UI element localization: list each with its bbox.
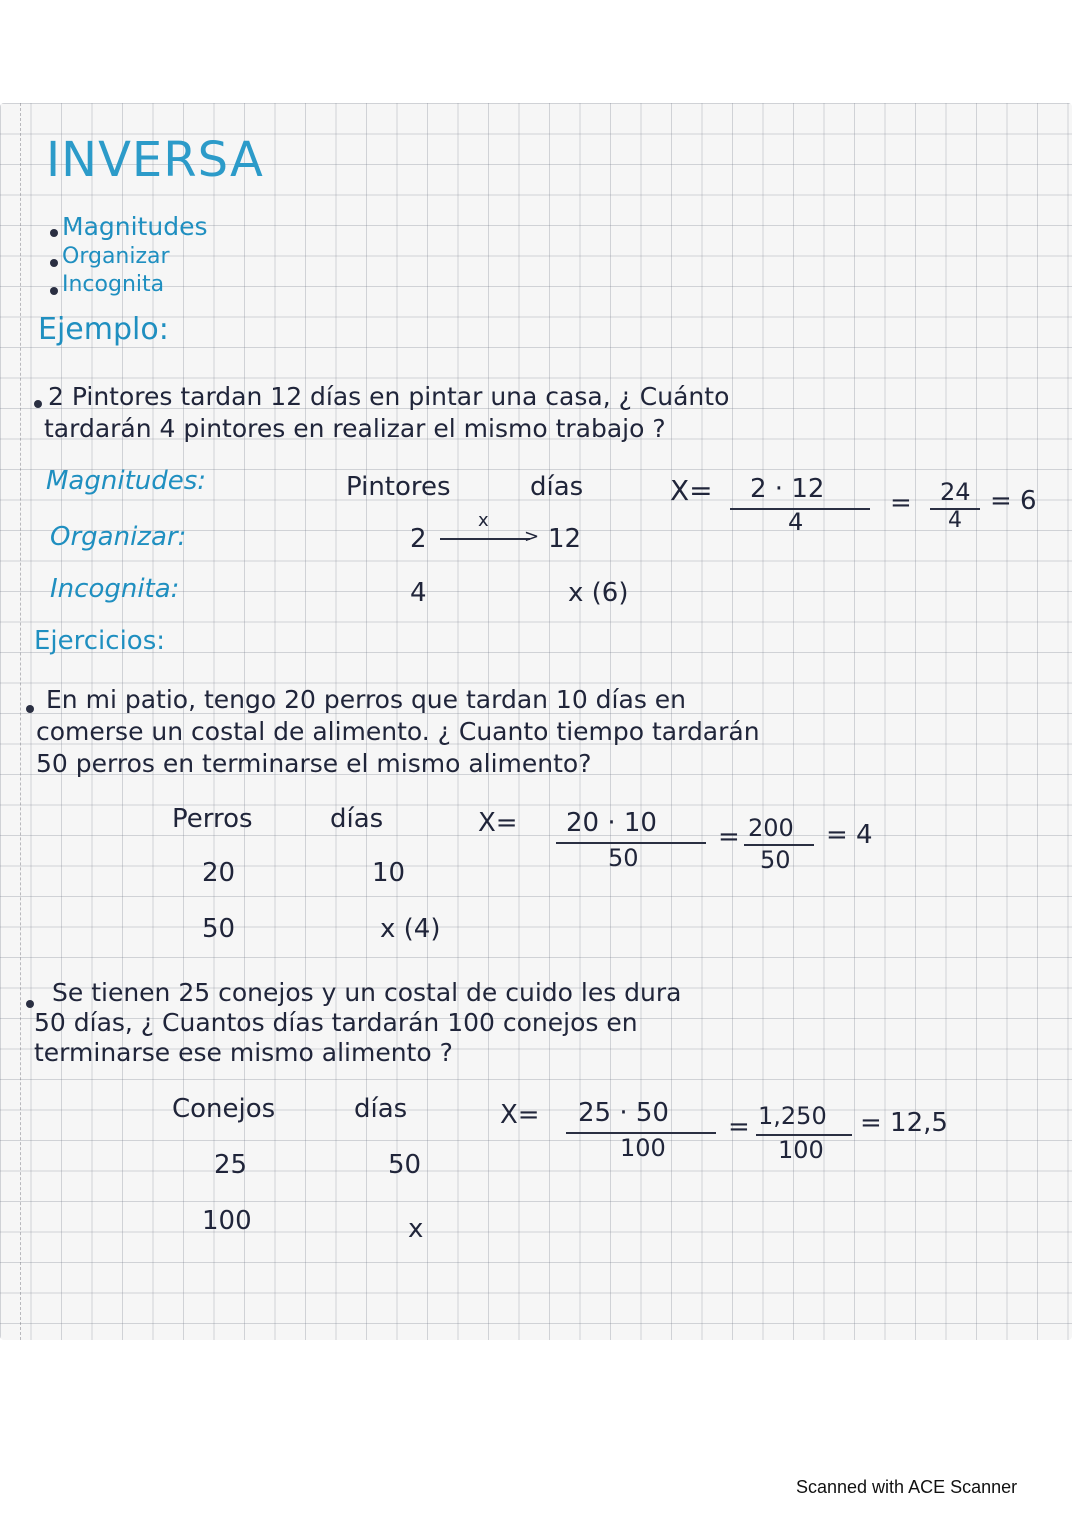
- col-header-perros: Perros: [172, 804, 253, 834]
- bullet-icon: [26, 705, 34, 713]
- arrow-mark: x: [478, 510, 489, 531]
- label-magnitudes: Magnitudes:: [46, 466, 207, 496]
- bullet-icon: [50, 259, 58, 267]
- col-header-dias: días: [330, 804, 384, 834]
- cell-pintores-2: 4: [410, 578, 427, 608]
- col-header-pintores: Pintores: [346, 472, 451, 502]
- result-value: = 4: [826, 820, 873, 850]
- formula-denominator: 50: [608, 844, 639, 872]
- step-incognita: Incognita: [62, 272, 165, 297]
- result-value: = 12,5: [860, 1108, 948, 1138]
- cell-dias-1: 12: [548, 524, 582, 554]
- eq-numerator: 200: [748, 814, 794, 842]
- col-header-dias: días: [530, 472, 584, 502]
- bullet-icon: [50, 229, 58, 237]
- step-magnitudes: Magnitudes: [62, 212, 208, 241]
- col-header-dias: días: [354, 1094, 408, 1124]
- ex2-line3: terminarse ese mismo alimento ?: [34, 1038, 453, 1067]
- ex2-line2: 50 días, ¿ Cuantos días tardarán 100 conejos en: [34, 1008, 638, 1037]
- label-organizar: Organizar:: [50, 522, 187, 552]
- cell-conejos-2: 100: [202, 1206, 252, 1236]
- arrow-head-icon: >: [524, 526, 540, 547]
- step-organizar: Organizar: [62, 244, 170, 269]
- formula-numerator: 20 · 10: [566, 808, 657, 838]
- bullet-icon: [50, 287, 58, 295]
- formula-lhs: X=: [500, 1100, 540, 1130]
- bullet-icon: [26, 1000, 34, 1008]
- label-incognita: Incognita:: [50, 574, 180, 604]
- formula-denominator: 100: [620, 1134, 666, 1162]
- example-problem-line2: tardarán 4 pintores en realizar el mismo trabajo ?: [44, 414, 666, 443]
- result-numerator: 24: [940, 478, 971, 506]
- exercises-heading: Ejercicios:: [34, 626, 166, 656]
- equals-sign: =: [890, 488, 912, 518]
- ex1-line2: comerse un costal de alimento. ¿ Cuanto tiempo tardarán: [36, 717, 760, 746]
- cell-dias-1: 10: [372, 858, 406, 888]
- scanner-credit: Scanned with ACE Scanner: [796, 1477, 1018, 1497]
- ex1-line3: 50 perros en terminarse el mismo alimento?: [36, 749, 592, 778]
- formula-lhs: X=: [478, 808, 518, 838]
- formula-denominator: 4: [788, 508, 804, 536]
- result-denominator: 4: [948, 508, 962, 533]
- formula-lhs: X=: [670, 474, 713, 507]
- cell-perros-2: 50: [202, 914, 236, 944]
- cell-conejos-1: 25: [214, 1150, 248, 1180]
- margin-line: [20, 103, 21, 1340]
- eq-denominator: 100: [778, 1136, 824, 1164]
- arrow-line: [440, 538, 530, 540]
- result-value: = 6: [990, 486, 1037, 516]
- ex2-line1: Se tienen 25 conejos y un costal de cuido les dura: [52, 978, 682, 1007]
- equals-sign: =: [728, 1112, 750, 1142]
- equals-sign: =: [718, 822, 740, 852]
- page-title: INVERSA: [46, 132, 264, 188]
- cell-dias-2: x (4): [380, 914, 441, 944]
- formula-numerator: 25 · 50: [578, 1098, 669, 1128]
- cell-dias-1: 50: [388, 1150, 422, 1180]
- cell-dias-2: x (6): [568, 578, 629, 608]
- cell-perros-1: 20: [202, 858, 236, 888]
- example-heading: Ejemplo:: [38, 312, 169, 347]
- col-header-conejos: Conejos: [172, 1094, 276, 1124]
- example-problem-line1: 2 Pintores tardan 12 días en pintar una casa, ¿ Cuánto: [48, 382, 730, 411]
- cell-pintores-1: 2: [410, 524, 427, 554]
- eq-numerator: 1,250: [758, 1102, 827, 1130]
- cell-dias-2: x: [408, 1214, 424, 1244]
- ex1-line1: En mi patio, tengo 20 perros que tardan 10 días en: [46, 685, 687, 714]
- bullet-icon: [34, 400, 42, 408]
- eq-denominator: 50: [760, 846, 791, 874]
- formula-numerator: 2 · 12: [750, 474, 825, 504]
